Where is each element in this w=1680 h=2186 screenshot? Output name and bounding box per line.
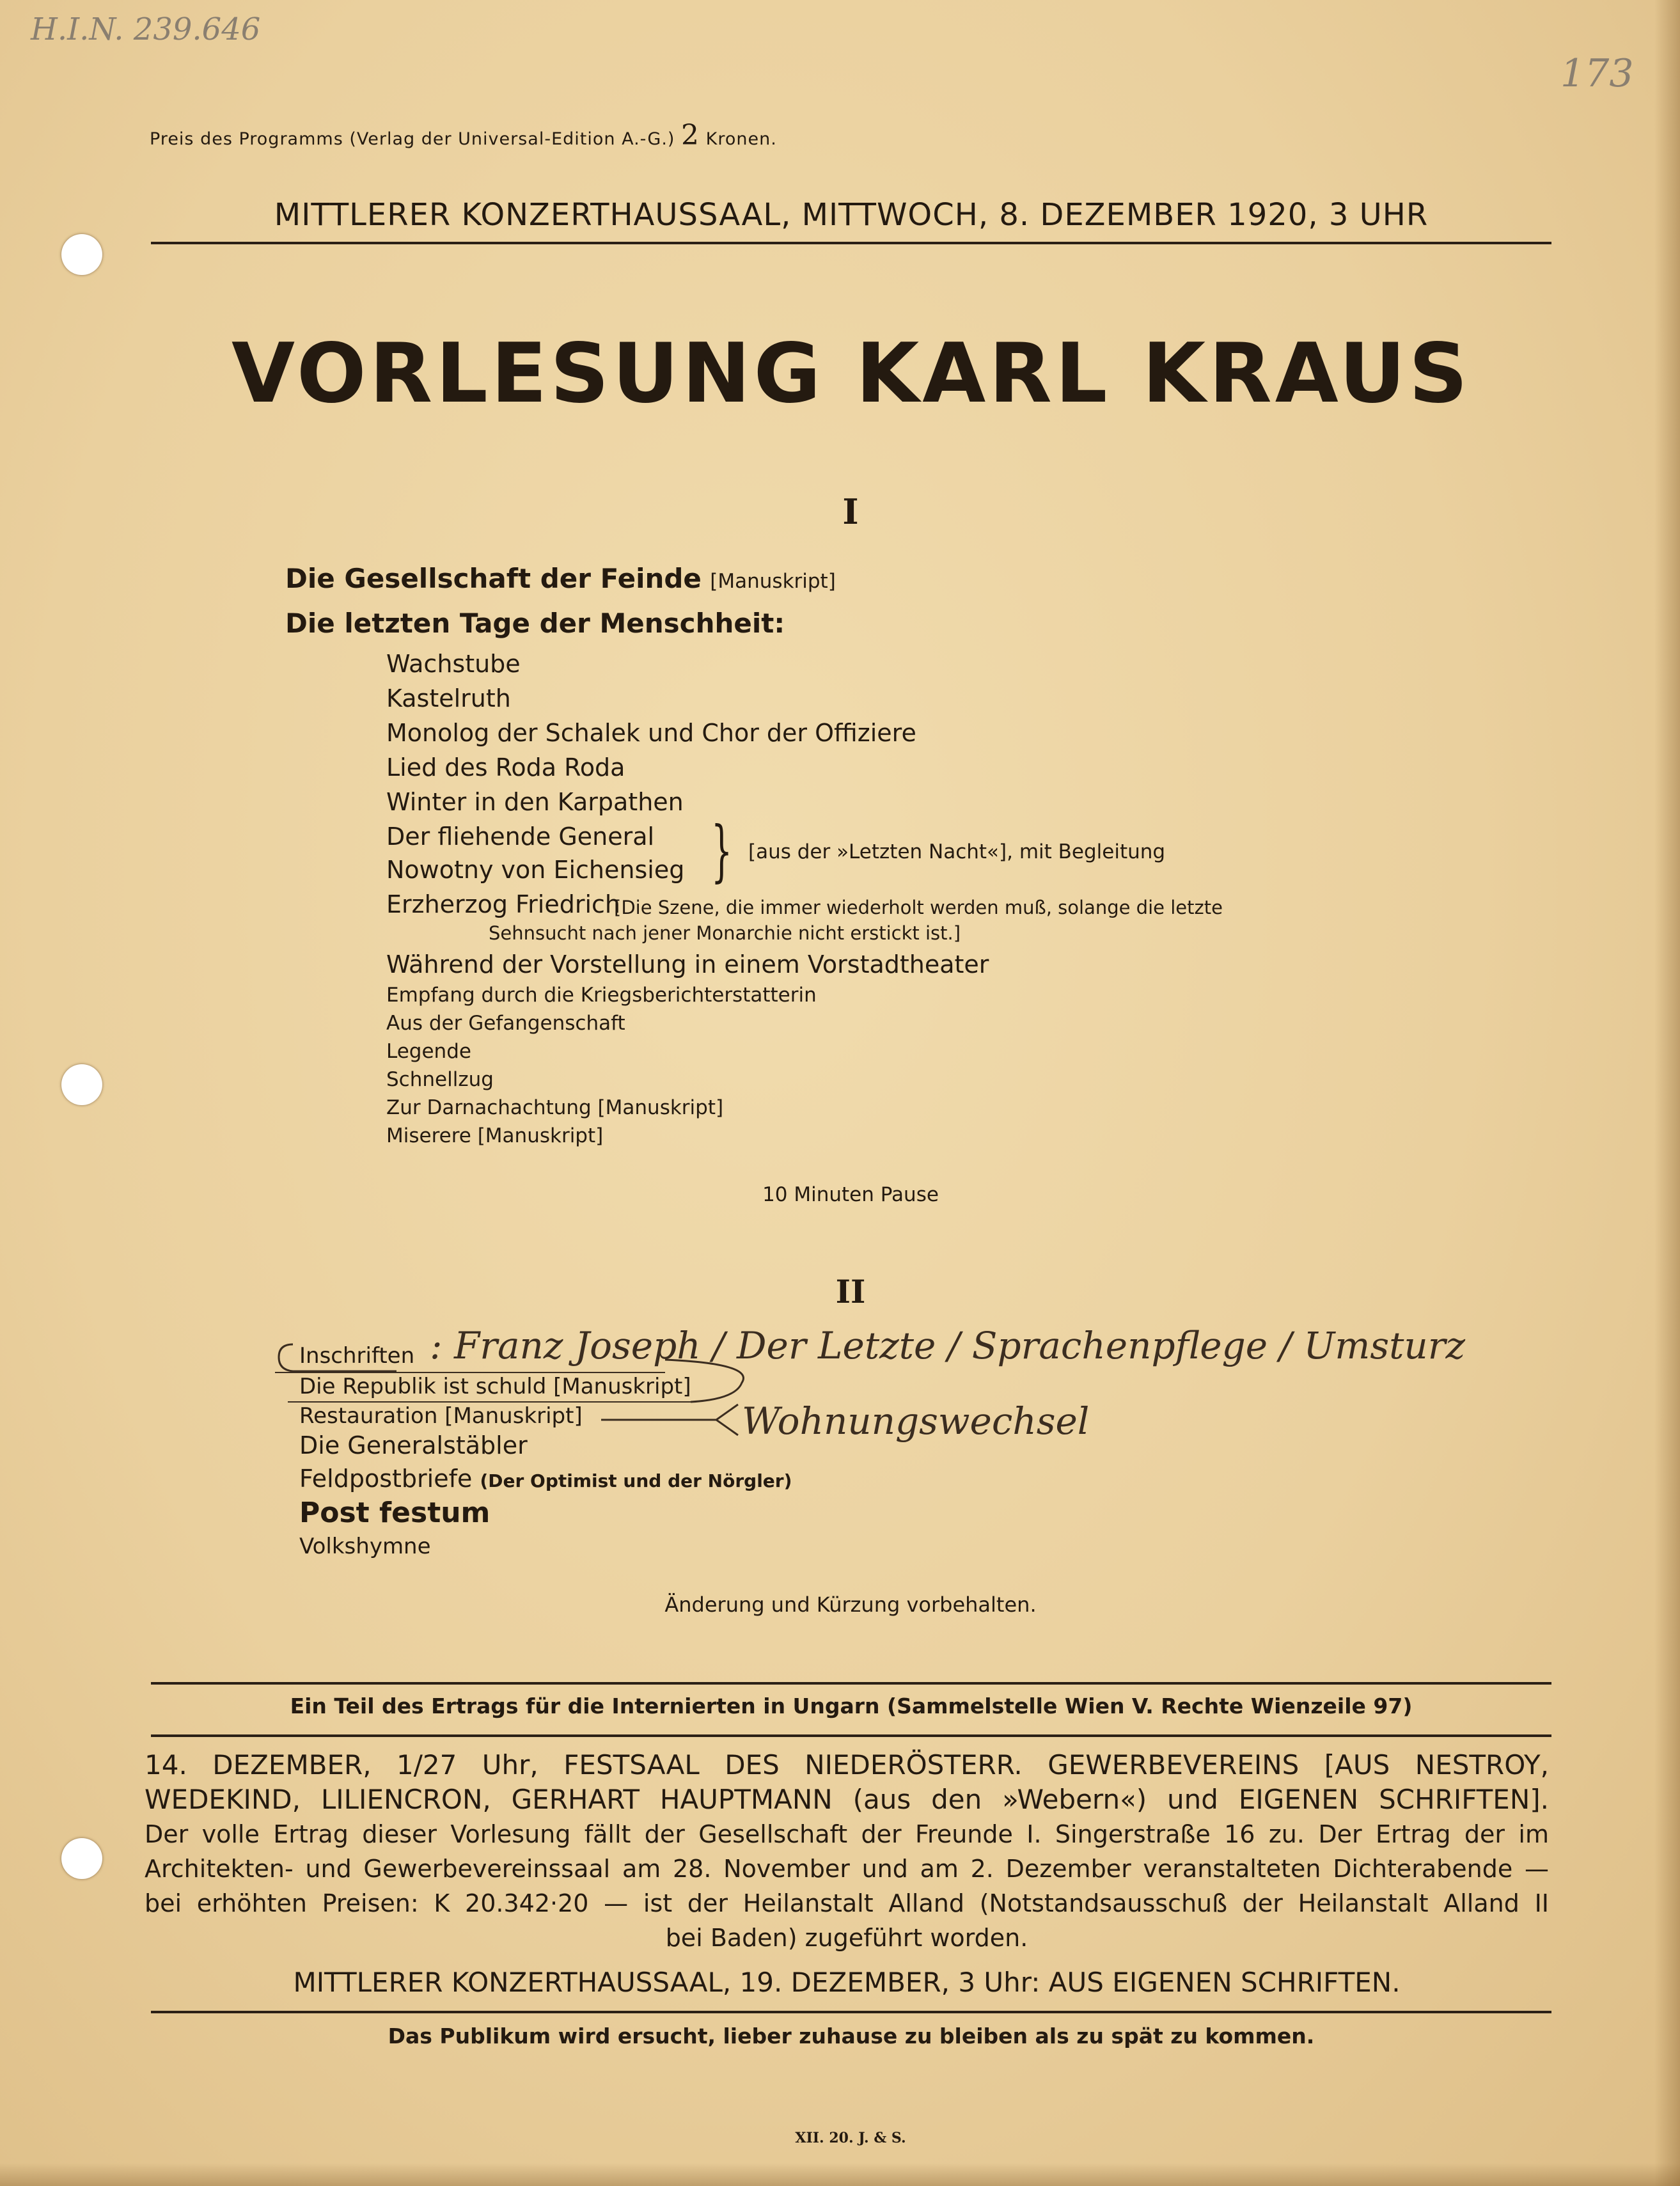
scene-item: Nowotny von Eichensieg	[386, 856, 685, 884]
announcement-line: Architekten- und Gewerbevereinssaal am 28. November und am 2. Dezember veranstalteten Dichterabende —	[145, 1855, 1549, 1883]
price-note	[150, 119, 777, 152]
scene-item: Aus der Gefangenschaft	[386, 1012, 625, 1035]
scene-item: Miserere [Manuskript]	[386, 1124, 604, 1147]
item-title: Feldpostbriefe	[299, 1465, 473, 1493]
price-amount: 2	[681, 119, 700, 152]
part-two-item: Volkshymne	[299, 1534, 431, 1559]
scene-item: Empfang durch die Kriegsberichterstatterin	[386, 984, 817, 1007]
part-two-item: Post festum	[299, 1497, 491, 1529]
header-rule	[151, 242, 1551, 244]
part-two-numeral: II	[835, 1273, 866, 1310]
page-title: VORLESUNG KARL KRAUS	[232, 326, 1471, 421]
part-two-item: Restauration [Manuskript]	[299, 1403, 583, 1429]
item-note: (Der Optimist und der Nörgler)	[480, 1470, 792, 1491]
announcement-line: Der volle Ertrag dieser Vorlesung fällt der Gesellschaft der Freunde I. Singerstraße 16 zu. Der Ertrag der im	[145, 1820, 1549, 1848]
handwritten-wohnungswechsel: Wohnungswechsel	[742, 1399, 1090, 1443]
scene-item: Lied des Roda Roda	[386, 753, 625, 782]
charity-note: Ein Teil des Ertrags für die Internierten in Ungarn (Sammelstelle Wien V. Rechte Wienzeile 97)	[290, 1694, 1413, 1718]
scene-item: Der fliehende General	[386, 822, 655, 851]
part-two-item-feldpost	[299, 1465, 792, 1493]
punch-hole-bottom	[61, 1838, 102, 1879]
bracket-note: [aus der »Letzten Nacht«], mit Begleitung	[748, 840, 1166, 863]
announcement-line: bei Baden) zugeführt worden.	[665, 1924, 1028, 1952]
charity-rule-top	[151, 1682, 1551, 1685]
announcement-line: WEDEKIND, LILIENCRON, GERHART HAUPTMANN (aus den »Webern«) und EIGENEN SCHRIFTEN].	[145, 1784, 1549, 1815]
next-event-line: MITTLERER KONZERTHAUSSAAL, 19. DEZEMBER, 3 Uhr: AUS EIGENEN SCHRIFTEN.	[293, 1967, 1401, 1998]
printer-mark: XII. 20. J. & S.	[795, 2130, 906, 2146]
ink-arrow	[601, 1404, 738, 1435]
paper-edge-shadow	[1654, 0, 1680, 2186]
scene-item: Während der Vorstellung in einem Vorstadtheater	[386, 950, 989, 979]
audience-note: Das Publikum wird ersucht, lieber zuhause zu bleiben als zu spät zu kommen.	[388, 2024, 1315, 2048]
intermission-note: 10 Minuten Pause	[762, 1183, 939, 1206]
part-two-item: Die Republik ist schuld [Manuskript]	[299, 1374, 691, 1399]
part-two-item: Inschriften	[299, 1343, 415, 1369]
punch-hole-top	[61, 234, 102, 275]
price-note-text: Preis des Programms (Verlag der Universal-Edition A.-G.)	[150, 129, 675, 149]
scene-item: Wachstube	[386, 650, 521, 678]
folio-number: 173	[1560, 51, 1634, 96]
charity-rule-bottom	[151, 1734, 1551, 1737]
scene-item: Winter in den Karpathen	[386, 788, 684, 816]
handwritten-inschriften: : Franz Joseph / Der Letzte / Sprachenpflege / Umsturz	[430, 1324, 1466, 1367]
scene-item: Schnellzug	[386, 1068, 494, 1091]
footer-rule	[151, 2011, 1551, 2013]
program-item-gesellschaft	[285, 563, 836, 594]
reservation-note: Änderung und Kürzung vorbehalten.	[664, 1592, 1037, 1617]
announcement-line: bei erhöhten Preisen: K 20.342·20 — ist der Heilanstalt Alland (Notstandsausschuß der Heilanstalt Alland II	[145, 1889, 1549, 1917]
part-one-numeral: I	[842, 491, 859, 532]
item-note: [Manuskript]	[710, 570, 836, 593]
scene-item: Monolog der Schalek und Chor der Offiziere	[386, 719, 916, 747]
scene-title: Erzherzog Friedrich	[386, 890, 620, 918]
scene-item: Legende	[386, 1040, 471, 1063]
brace: }	[711, 812, 733, 890]
scene-item-erzherzog	[386, 890, 620, 918]
price-unit: Kronen.	[705, 129, 777, 149]
item-title: Die Gesellschaft der Feinde	[285, 563, 702, 594]
punch-hole-middle	[61, 1064, 102, 1105]
erzherzog-note-line1: [Die Szene, die immer wiederholt werden muß, solange die letzte	[614, 897, 1223, 918]
part-two-item: Die Generalstäbler	[299, 1431, 528, 1459]
scene-item: Zur Darnachachtung [Manuskript]	[386, 1096, 724, 1119]
scene-item: Kastelruth	[386, 684, 511, 712]
announcement-line: 14. DEZEMBER, 1/27 Uhr, FESTSAAL DES NIEDERÖSTERR. GEWERBEVEREINS [AUS NESTROY,	[145, 1749, 1549, 1781]
inventory-number: H.I.N. 239.646	[31, 12, 261, 47]
venue-date-line: MITTLERER KONZERTHAUSSAAL, MITTWOCH, 8. DEZEMBER 1920, 3 UHR	[274, 197, 1429, 233]
paper-bottom-shadow	[0, 2163, 1680, 2186]
erzherzog-note-line2: Sehnsucht nach jener Monarchie nicht erstickt ist.]	[489, 922, 961, 944]
program-item-letzte-tage: Die letzten Tage der Menschheit:	[285, 608, 785, 639]
